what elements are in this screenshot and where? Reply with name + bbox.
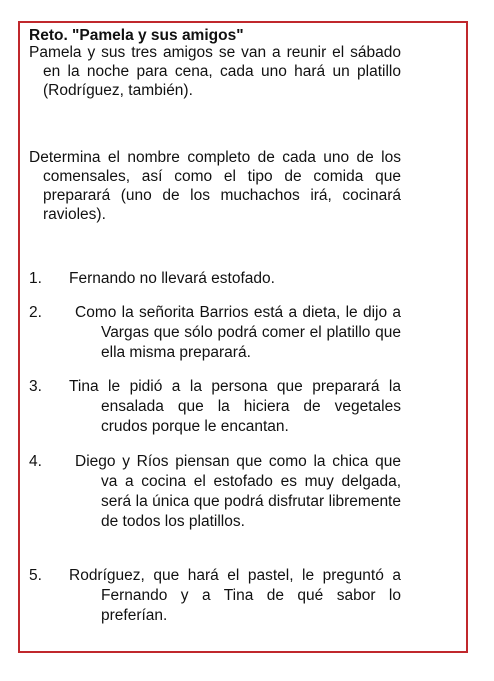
clue-number: 5. [29, 567, 42, 584]
clue-text: Fernando no llevará estofado. [69, 270, 275, 287]
clue-text: Como la señorita Barrios está a dieta, le dijo a Vargas que sólo podrá comer el platillo que ella misma preparará. [75, 304, 401, 361]
instructions-paragraph: Determina el nombre completo de cada uno de los comensales, así como el tipo de comida que preparará (uno de los muchachos irá, cocinará ravioles). [29, 149, 401, 223]
clue-item [29, 269, 401, 289]
intro-paragraph: Pamela y sus tres amigos se van a reunir el sábado en la noche para cena, cada uno hará un platillo (Rodríguez, también). [29, 44, 401, 99]
clue-text: Rodríguez, que hará el pastel, le preguntó a Fernando y a Tina de qué sabor lo preferían. [69, 567, 401, 624]
document-title: Reto. "Pamela y sus amigos" [29, 27, 244, 44]
clue-number: 1. [29, 270, 42, 287]
clue-item [29, 452, 401, 532]
clue-number: 3. [29, 378, 42, 395]
clue-item [29, 303, 401, 363]
clue-text: Diego y Ríos piensan que como la chica que va a cocina el estofado es muy delgada, será la única que podrá disfrutar libremente de todos los platillos. [75, 453, 401, 530]
clue-number: 4. [29, 453, 42, 470]
clue-text: Tina le pidió a la persona que preparará la ensalada que la hiciera de vegetales crudos porque le encantan. [69, 378, 401, 435]
clue-number: 2. [29, 304, 42, 321]
clue-item [29, 377, 401, 437]
clue-item [29, 566, 401, 626]
